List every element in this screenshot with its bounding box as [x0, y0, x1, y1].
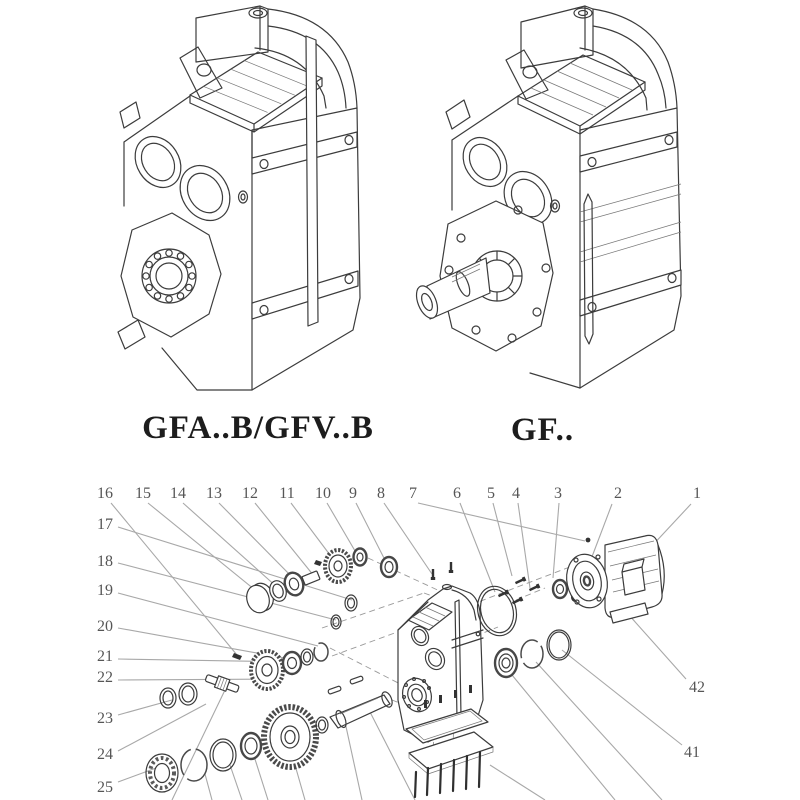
input-shaft-assembly: [243, 549, 397, 616]
left-housing-outline: [118, 6, 360, 390]
shaft-key: [328, 686, 342, 695]
callout-label: 19: [97, 582, 113, 599]
oil-seal: [210, 739, 236, 771]
electric-motor: [562, 535, 664, 623]
callout-label: 22: [97, 669, 113, 686]
gearbox-iso-right-drawing: [400, 0, 710, 400]
callout-label: 13: [206, 485, 222, 502]
callout-label: 16: [97, 485, 113, 502]
callout-label: 8: [377, 485, 385, 502]
terminal-box: [622, 567, 645, 595]
snap-ring: [521, 640, 543, 668]
callout-label: 2: [614, 485, 622, 502]
model-label-right: GF..: [510, 412, 575, 448]
right-housing-outline: [412, 6, 681, 388]
callout-label: 4: [512, 485, 520, 502]
callout-label: 15: [135, 485, 151, 502]
o-ring: [547, 630, 571, 660]
callout-label: 25: [97, 779, 113, 796]
output-helical-gear: [264, 707, 316, 767]
callout-label: 14: [170, 485, 186, 502]
callout-label: 10: [315, 485, 331, 502]
callout-label: 7: [409, 485, 417, 502]
callout-label: 5: [487, 485, 495, 502]
callout-label: 1: [693, 485, 701, 502]
callout-label: 42: [689, 679, 705, 696]
callout-label: 24: [97, 746, 113, 763]
callout-label: 23: [97, 710, 113, 727]
gearbox-iso-left-drawing: [100, 0, 400, 400]
bearing: [495, 649, 517, 677]
callout-label: 18: [97, 553, 113, 570]
callout-label: 6: [453, 485, 461, 502]
callout-label: 11: [279, 485, 295, 502]
callout-label: 41: [684, 744, 700, 761]
model-label-left: GFA..B/GFV..B: [142, 410, 374, 446]
shaft-sleeve: [302, 571, 320, 585]
callout-label: 12: [242, 485, 258, 502]
callout-label: 21: [97, 648, 113, 665]
shaft-key: [350, 676, 364, 685]
motor-side-rings: [495, 630, 571, 677]
exploded-view-diagram: [0, 470, 800, 800]
callout-label: 3: [554, 485, 562, 502]
callout-label: 9: [349, 485, 357, 502]
callout-label: 20: [97, 618, 113, 635]
callout-label: 17: [97, 516, 113, 533]
